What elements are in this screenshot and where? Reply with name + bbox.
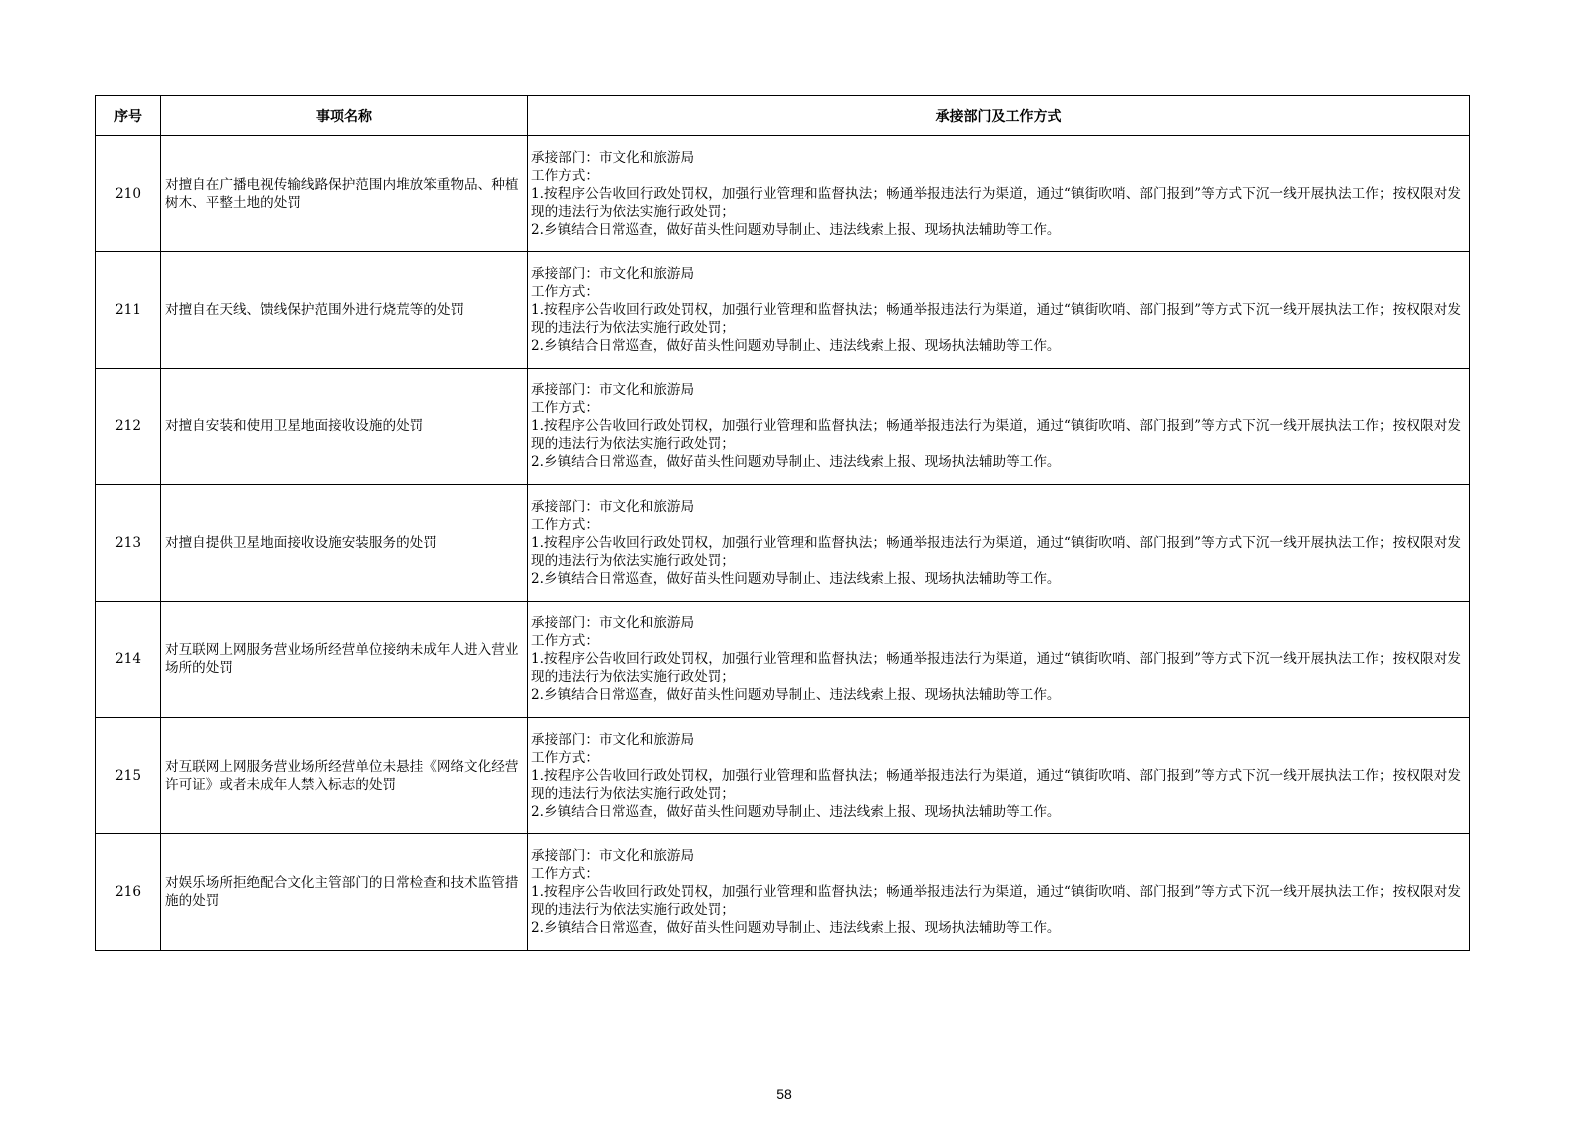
- row-matter-name: 对互联网上网服务营业场所经营单位接纳未成年人进入营业场所的处罚: [161, 601, 528, 717]
- row-department-and-method: [528, 485, 1470, 601]
- table-row: [96, 485, 1470, 601]
- method-label: 工作方式：: [531, 516, 599, 533]
- row-serial-number: 210: [96, 136, 161, 252]
- department-line: 承接部门：市文化和旅游局: [531, 848, 695, 865]
- method-item-1: 1.按程序公告收回行政处罚权，加强行业管理和监督执法；畅通举报违法行为渠道，通过“镇街吹哨、部门报到”等方式下沉一线开展执法工作；按权限对发现的违法行为依法实施行政处罚；: [531, 418, 1461, 453]
- table-header: [96, 96, 1470, 136]
- row-serial-number: 216: [96, 834, 161, 950]
- row-matter-name: 对娱乐场所拒绝配合文化主管部门的日常检查和技术监管措施的处罚: [161, 834, 528, 950]
- department-line: 承接部门：市文化和旅游局: [531, 731, 695, 748]
- row-matter-name: 对互联网上网服务营业场所经营单位未悬挂《网络文化经营许可证》或者未成年人禁入标志的处罚: [161, 717, 528, 833]
- method-item-2: 2.乡镇结合日常巡查，做好苗头性问题劝导制止、违法线索上报、现场执法辅助等工作。: [531, 338, 1061, 355]
- method-item-2: 2.乡镇结合日常巡查，做好苗头性问题劝导制止、违法线索上报、现场执法辅助等工作。: [531, 803, 1061, 820]
- header-row: [96, 96, 1470, 136]
- method-label: 工作方式：: [531, 167, 599, 184]
- method-item-2: 2.乡镇结合日常巡查，做好苗头性问题劝导制止、违法线索上报、现场执法辅助等工作。: [531, 687, 1061, 704]
- table-row: [96, 601, 1470, 717]
- table-row: [96, 717, 1470, 833]
- row-serial-number: 212: [96, 368, 161, 484]
- department-line: 承接部门：市文化和旅游局: [531, 615, 695, 632]
- table-row: [96, 136, 1470, 252]
- method-item-1: 1.按程序公告收回行政处罚权，加强行业管理和监督执法；畅通举报违法行为渠道，通过“镇街吹哨、部门报到”等方式下沉一线开展执法工作；按权限对发现的违法行为依法实施行政处罚；: [531, 651, 1461, 686]
- row-serial-number: 211: [96, 252, 161, 368]
- method-label: 工作方式：: [531, 866, 599, 883]
- row-matter-name: 对擅自提供卫星地面接收设施安装服务的处罚: [161, 485, 528, 601]
- method-label: 工作方式：: [531, 633, 599, 650]
- header-matter-name: 事项名称: [161, 96, 528, 136]
- method-item-1: 1.按程序公告收回行政处罚权，加强行业管理和监督执法；畅通举报违法行为渠道，通过“镇街吹哨、部门报到”等方式下沉一线开展执法工作；按权限对发现的违法行为依法实施行政处罚；: [531, 302, 1461, 337]
- row-department-and-method: [528, 834, 1470, 950]
- row-matter-name: 对擅自在天线、馈线保护范围外进行烧荒等的处罚: [161, 252, 528, 368]
- document-table-container: [95, 95, 1469, 951]
- method-item-2: 2.乡镇结合日常巡查，做好苗头性问题劝导制止、违法线索上报、现场执法辅助等工作。: [531, 454, 1061, 471]
- method-item-1: 1.按程序公告收回行政处罚权，加强行业管理和监督执法；畅通举报违法行为渠道，通过“镇街吹哨、部门报到”等方式下沉一线开展执法工作；按权限对发现的违法行为依法实施行政处罚；: [531, 767, 1461, 802]
- department-line: 承接部门：市文化和旅游局: [531, 382, 695, 399]
- method-item-1: 1.按程序公告收回行政处罚权，加强行业管理和监督执法；畅通举报违法行为渠道，通过“镇街吹哨、部门报到”等方式下沉一线开展执法工作；按权限对发现的违法行为依法实施行政处罚；: [531, 534, 1461, 569]
- table-row: [96, 368, 1470, 484]
- department-line: 承接部门：市文化和旅游局: [531, 498, 695, 515]
- row-serial-number: 214: [96, 601, 161, 717]
- header-department-and-method: 承接部门及工作方式: [528, 96, 1470, 136]
- row-department-and-method: [528, 368, 1470, 484]
- method-label: 工作方式：: [531, 400, 599, 417]
- row-serial-number: 213: [96, 485, 161, 601]
- row-serial-number: 215: [96, 717, 161, 833]
- table-row: [96, 834, 1470, 950]
- table-body: [96, 136, 1470, 951]
- method-label: 工作方式：: [531, 749, 599, 766]
- table-row: [96, 252, 1470, 368]
- department-line: 承接部门：市文化和旅游局: [531, 149, 695, 166]
- method-item-1: 1.按程序公告收回行政处罚权，加强行业管理和监督执法；畅通举报违法行为渠道，通过“镇街吹哨、部门报到”等方式下沉一线开展执法工作；按权限对发现的违法行为依法实施行政处罚；: [531, 185, 1461, 220]
- row-matter-name: 对擅自在广播电视传输线路保护范围内堆放笨重物品、种植树木、平整土地的处罚: [161, 136, 528, 252]
- method-item-2: 2.乡镇结合日常巡查，做好苗头性问题劝导制止、违法线索上报、现场执法辅助等工作。: [531, 570, 1061, 587]
- method-item-2: 2.乡镇结合日常巡查，做好苗头性问题劝导制止、违法线索上报、现场执法辅助等工作。: [531, 221, 1061, 238]
- method-item-2: 2.乡镇结合日常巡查，做好苗头性问题劝导制止、违法线索上报、现场执法辅助等工作。: [531, 920, 1061, 937]
- page-number: 58: [776, 1086, 792, 1102]
- row-department-and-method: [528, 252, 1470, 368]
- method-label: 工作方式：: [531, 284, 599, 301]
- row-department-and-method: [528, 601, 1470, 717]
- department-line: 承接部门：市文化和旅游局: [531, 266, 695, 283]
- method-item-1: 1.按程序公告收回行政处罚权，加强行业管理和监督执法；畅通举报违法行为渠道，通过“镇街吹哨、部门报到”等方式下沉一线开展执法工作；按权限对发现的违法行为依法实施行政处罚；: [531, 884, 1461, 919]
- matters-table: [95, 95, 1470, 951]
- header-serial-number: 序号: [96, 96, 161, 136]
- row-department-and-method: [528, 136, 1470, 252]
- row-department-and-method: [528, 717, 1470, 833]
- row-matter-name: 对擅自安装和使用卫星地面接收设施的处罚: [161, 368, 528, 484]
